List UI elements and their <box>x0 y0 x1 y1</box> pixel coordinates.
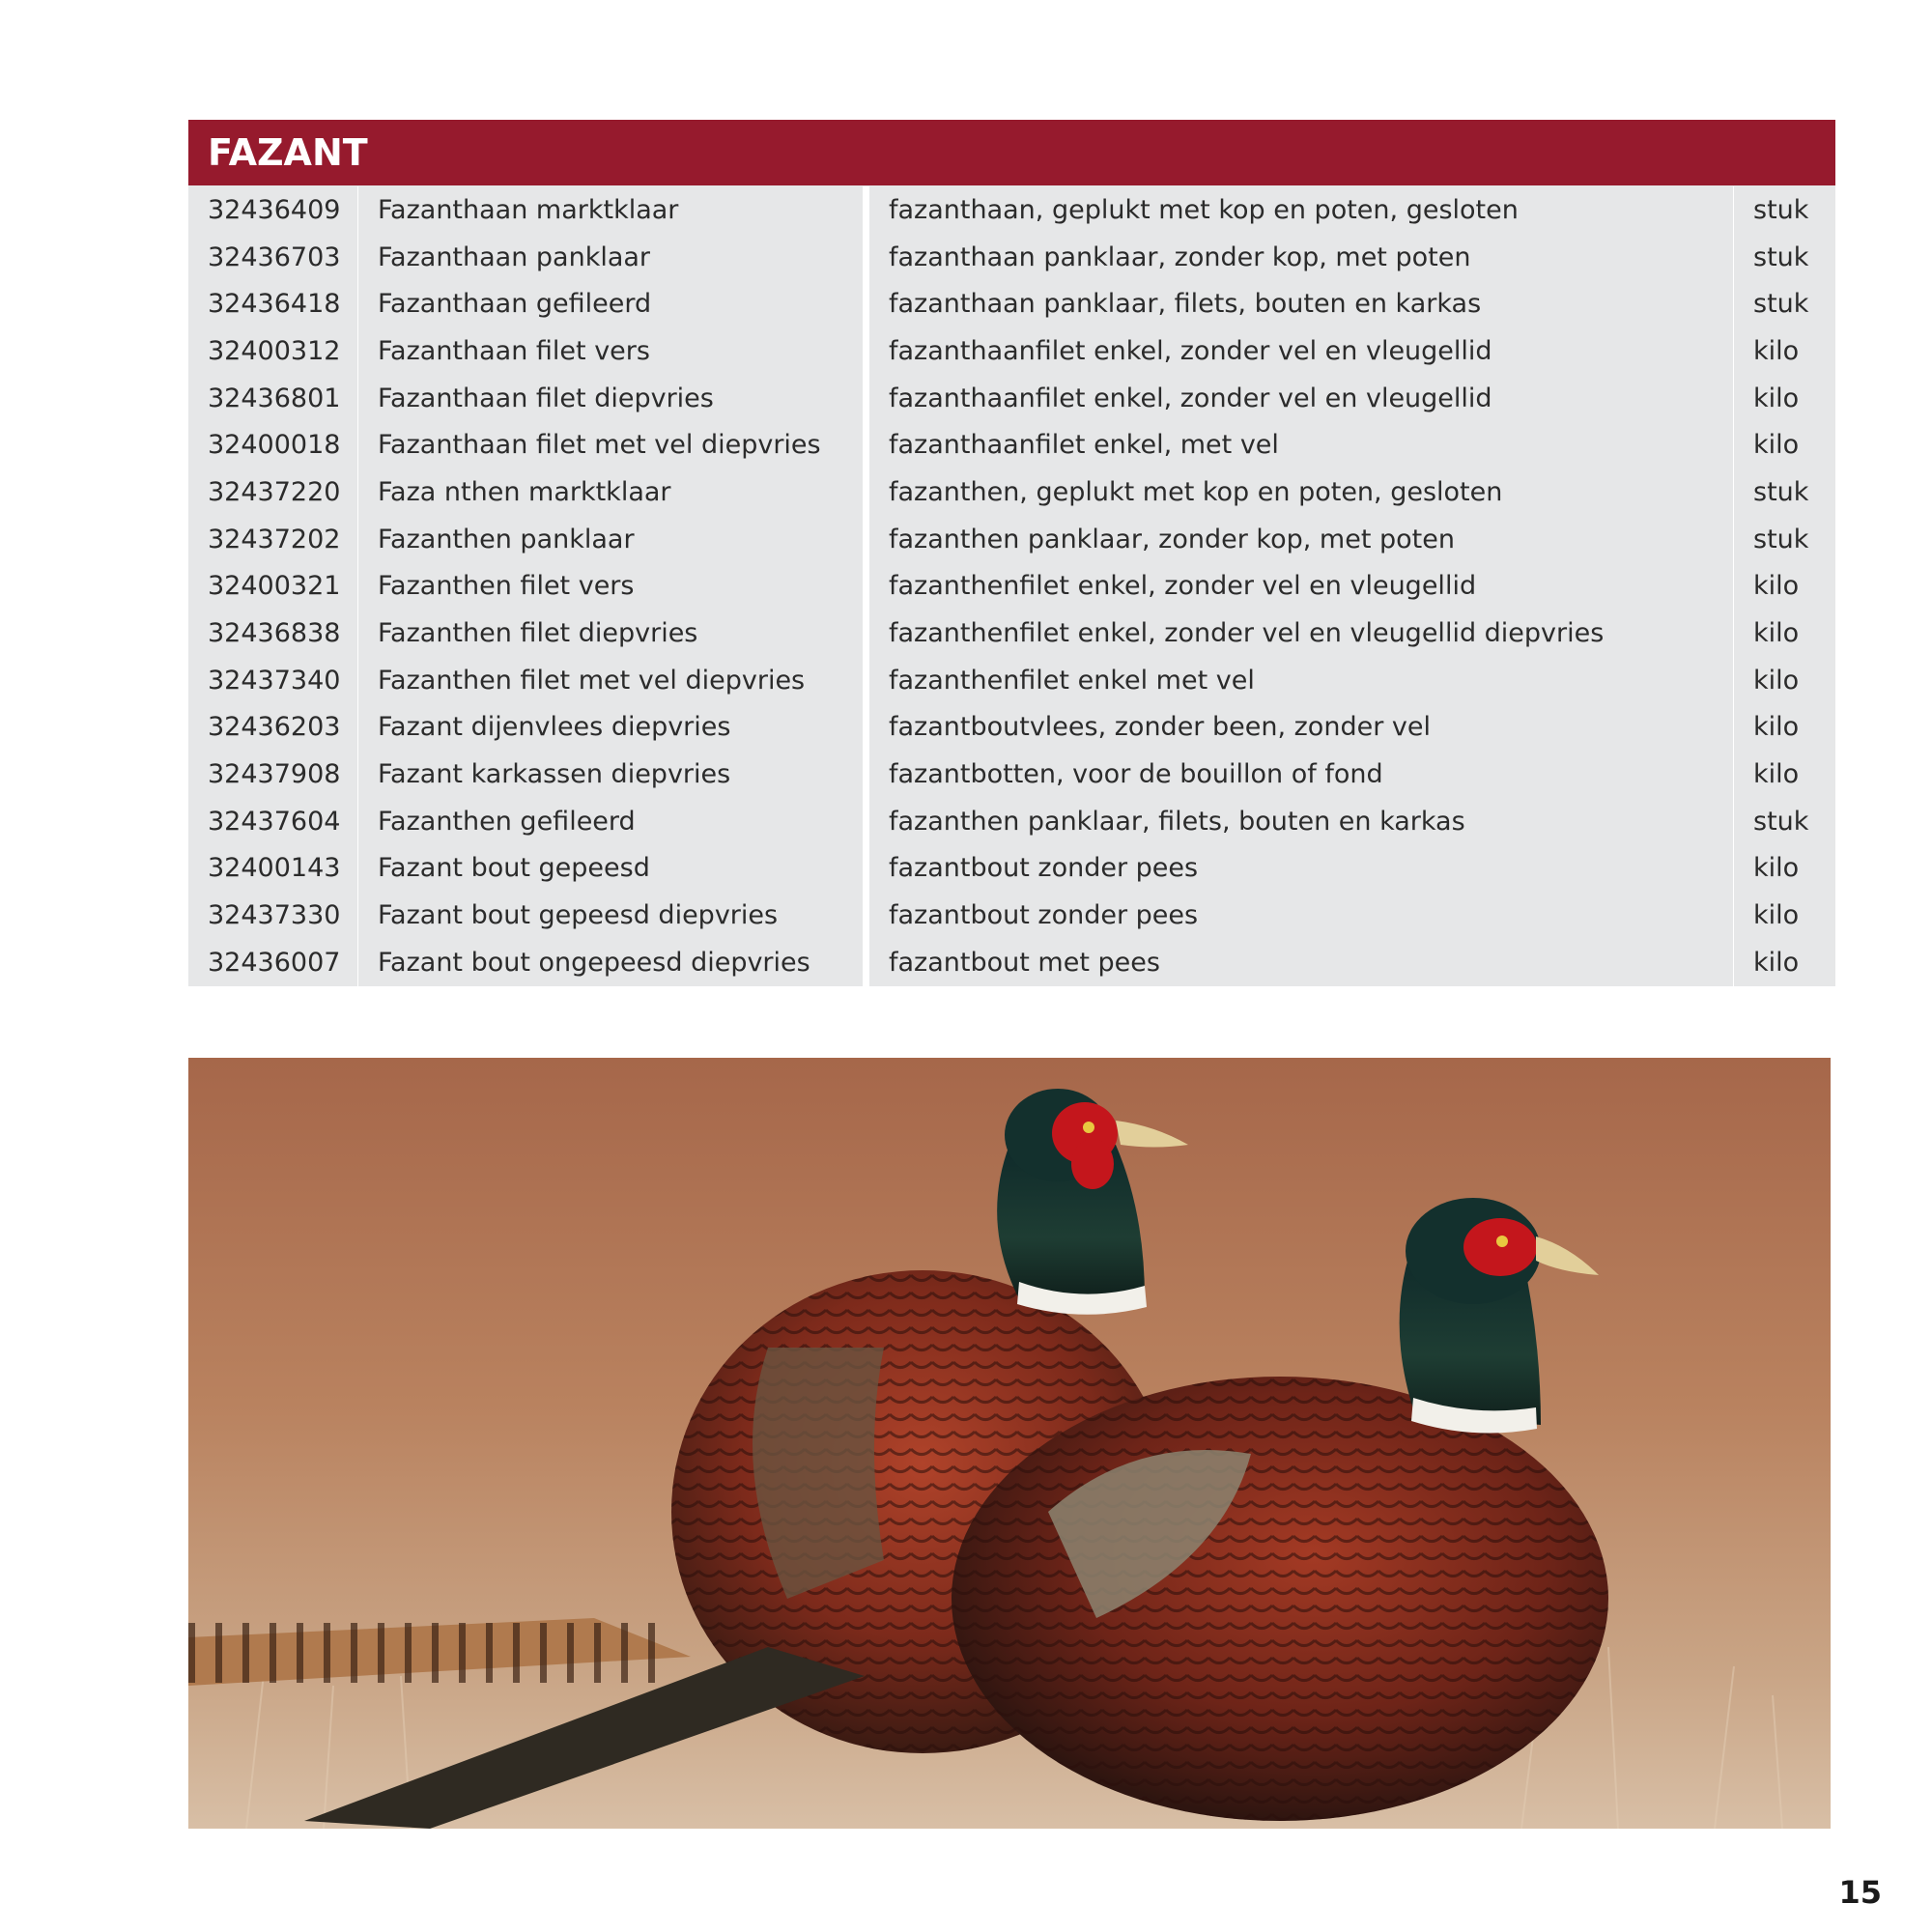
product-code: 32436203 <box>208 712 341 743</box>
product-description: fazanthaan panklaar, filets, bouten en karkas <box>863 280 1733 327</box>
product-unit: stuk <box>1733 234 1835 281</box>
product-description: fazanthen, geplukt met kop en poten, gesloten <box>863 469 1733 516</box>
product-code: 32400143 <box>208 853 341 884</box>
product-name: Fazanthaan filet met vel diepvries <box>357 421 863 469</box>
product-unit: kilo <box>1733 375 1835 422</box>
product-description: fazanthenfilet enkel, zonder vel en vleugellid <box>863 563 1733 611</box>
product-name: Fazanthen filet met vel diepvries <box>357 657 863 704</box>
product-name: Fazanthaan gefileerd <box>357 280 863 327</box>
table-row <box>188 516 1835 563</box>
product-description: fazantbout zonder pees <box>863 845 1733 893</box>
table-row <box>188 563 1835 611</box>
product-unit: kilo <box>1733 610 1835 657</box>
product-name: Fazanthen filet vers <box>357 563 863 611</box>
product-description: fazanthaanfilet enkel, zonder vel en vleugellid <box>863 327 1733 375</box>
product-description: fazanthenfilet enkel, zonder vel en vleugellid diepvries <box>863 610 1733 657</box>
product-code: 32400312 <box>208 335 341 366</box>
product-unit: kilo <box>1733 751 1835 798</box>
product-code: 32437908 <box>208 759 341 790</box>
product-name: Fazanthaan marktklaar <box>357 186 863 234</box>
product-code: 32436838 <box>208 618 341 649</box>
product-code: 32436409 <box>208 194 341 225</box>
product-unit: kilo <box>1733 563 1835 611</box>
product-unit: kilo <box>1733 704 1835 752</box>
product-code: 32437220 <box>208 476 341 507</box>
product-name: Fazanthaan panklaar <box>357 234 863 281</box>
table-header <box>188 120 1835 185</box>
product-name: Fazanthen panklaar <box>357 516 863 563</box>
product-code: 32436418 <box>208 289 341 320</box>
product-code: 32437202 <box>208 524 341 554</box>
product-description: fazanthaan, geplukt met kop en poten, gesloten <box>863 186 1733 234</box>
section-title: FAZANT <box>208 131 368 174</box>
page-number: 15 <box>1838 1874 1882 1911</box>
product-description: fazantboutvlees, zonder been, zonder vel <box>863 704 1733 752</box>
table-row <box>188 186 1835 234</box>
table-row <box>188 704 1835 752</box>
product-description: fazantbout zonder pees <box>863 892 1733 939</box>
product-unit: stuk <box>1733 186 1835 234</box>
table-row <box>188 610 1835 657</box>
product-description: fazantbout met pees <box>863 939 1733 986</box>
table-row <box>188 280 1835 327</box>
product-table <box>188 120 1835 986</box>
table-row <box>188 751 1835 798</box>
product-description: fazanthen panklaar, filets, bouten en karkas <box>863 798 1733 845</box>
product-description: fazanthaanfilet enkel, zonder vel en vleugellid <box>863 375 1733 422</box>
table-row <box>188 939 1835 986</box>
product-name: Fazanthaan filet vers <box>357 327 863 375</box>
product-unit: kilo <box>1733 939 1835 986</box>
product-name: Fazanthen filet diepvries <box>357 610 863 657</box>
product-code: 32437604 <box>208 806 341 837</box>
product-description: fazanthenfilet enkel met vel <box>863 657 1733 704</box>
product-code: 32436703 <box>208 242 341 272</box>
product-name: Fazant bout gepeesd <box>357 845 863 893</box>
table-row <box>188 327 1835 375</box>
product-name: Fazant karkassen diepvries <box>357 751 863 798</box>
table-row <box>188 892 1835 939</box>
product-unit: kilo <box>1733 421 1835 469</box>
product-unit: stuk <box>1733 280 1835 327</box>
table-body <box>188 185 1835 986</box>
product-name: Faza nthen marktklaar <box>357 469 863 516</box>
product-code: 32400321 <box>208 571 341 602</box>
product-unit: kilo <box>1733 657 1835 704</box>
product-unit: kilo <box>1733 892 1835 939</box>
product-code: 32437340 <box>208 665 341 696</box>
pheasant-photo <box>188 1058 1831 1829</box>
table-row <box>188 845 1835 893</box>
product-name: Fazanthen gefileerd <box>357 798 863 845</box>
product-description: fazantbotten, voor de bouillon of fond <box>863 751 1733 798</box>
table-row <box>188 234 1835 281</box>
product-name: Fazanthaan filet diepvries <box>357 375 863 422</box>
table-row <box>188 657 1835 704</box>
product-code: 32436801 <box>208 383 341 413</box>
product-code: 32436007 <box>208 947 341 978</box>
product-name: Fazant bout ongepeesd diepvries <box>357 939 863 986</box>
product-unit: stuk <box>1733 516 1835 563</box>
table-row <box>188 798 1835 845</box>
product-unit: stuk <box>1733 798 1835 845</box>
table-row <box>188 469 1835 516</box>
product-description: fazanthaanfilet enkel, met vel <box>863 421 1733 469</box>
product-description: fazanthen panklaar, zonder kop, met poten <box>863 516 1733 563</box>
product-name: Fazant bout gepeesd diepvries <box>357 892 863 939</box>
product-code: 32437330 <box>208 900 341 931</box>
table-row <box>188 375 1835 422</box>
product-unit: stuk <box>1733 469 1835 516</box>
table-row <box>188 421 1835 469</box>
product-name: Fazant dijenvlees diepvries <box>357 704 863 752</box>
product-description: fazanthaan panklaar, zonder kop, met poten <box>863 234 1733 281</box>
product-code: 32400018 <box>208 430 341 461</box>
product-unit: kilo <box>1733 327 1835 375</box>
product-unit: kilo <box>1733 845 1835 893</box>
